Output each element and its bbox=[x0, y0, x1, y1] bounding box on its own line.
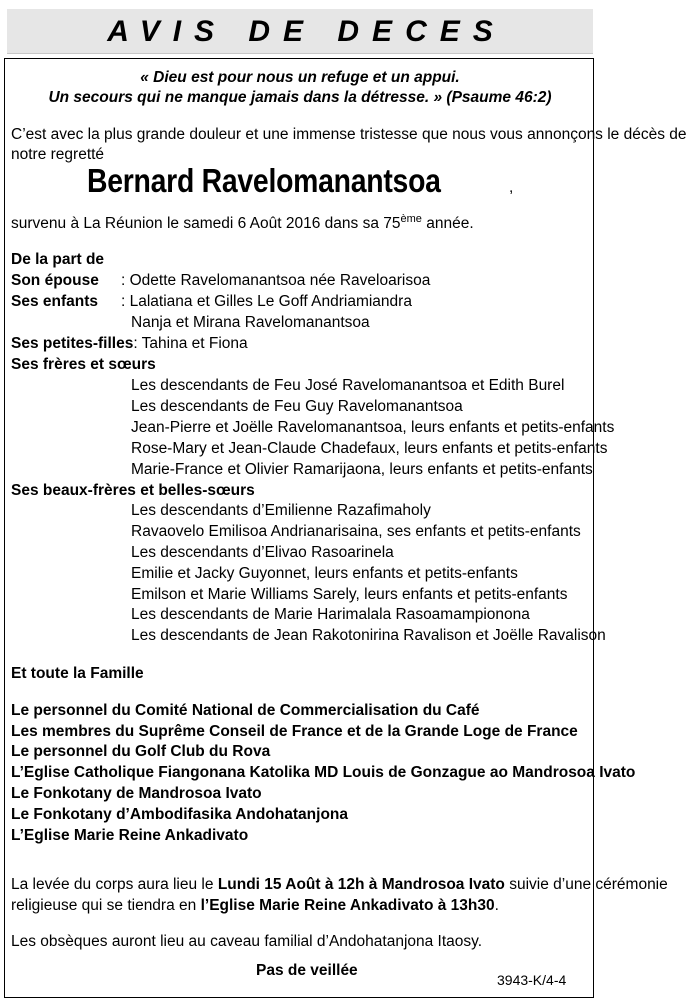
inlaw-entry: Emilie et Jacky Guyonnet, leurs enfants et petits-enfants bbox=[131, 565, 518, 582]
deceased-name: Bernard Ravelomanantsoa bbox=[87, 162, 441, 199]
funeral-line-1-a: La levée du corps aura lieu le bbox=[11, 876, 218, 893]
inlaw-entry: Les descendants d’Elivao Rasoarinela bbox=[131, 544, 394, 561]
organization-entry: Le Fonkotany de Mandrosoa Ivato bbox=[11, 785, 262, 802]
quote-line-2: Un secours qui ne manque jamais dans la détresse. » (Psaume 46:2) bbox=[48, 89, 552, 106]
reference-code: 3943-K/4-4 bbox=[497, 972, 567, 988]
inlaw-entry: Les descendants d’Emilienne Razafimaholy bbox=[131, 502, 431, 519]
deceased-name-row bbox=[87, 162, 498, 200]
sibling-entry: Rose-Mary et Jean-Claude Chadefaux, leurs enfants et petits-enfants bbox=[131, 440, 608, 457]
inlaw-entry: Emilson et Marie Williams Sarely, leurs enfants et petits-enfants bbox=[131, 586, 568, 603]
intro-line-1: C’est avec la plus grande douleur et une immense tristesse que nous vous annonçons le décès de bbox=[11, 126, 687, 143]
notice-header bbox=[7, 9, 593, 54]
funeral-line-2-c: . bbox=[494, 897, 499, 914]
organization-entry: Le Fonkotany d’Ambodifasika Andohatanjona bbox=[11, 806, 349, 823]
children-value-1: : Lalatiana et Gilles Le Goff Andriamiandra bbox=[121, 293, 412, 310]
intro-line-2: notre regretté bbox=[11, 146, 105, 163]
no-vigil: Pas de veillée bbox=[256, 962, 358, 979]
grandchildren-label: Ses petites-filles bbox=[11, 335, 134, 352]
from-label: De la part de bbox=[11, 251, 105, 268]
grandchildren-value: : Tahina et Fiona bbox=[133, 335, 248, 352]
quote-line-1: « Dieu est pour nous un refuge et un appui. bbox=[140, 69, 460, 86]
organization-entry: Le personnel du Comité National de Commercialisation du Café bbox=[11, 702, 480, 719]
sibling-entry: Les descendants de Feu José Ravelomanantsoa et Edith Burel bbox=[131, 377, 565, 394]
deceased-name-comma: , bbox=[509, 179, 514, 196]
funeral-line-2 bbox=[11, 896, 499, 916]
death-text: survenu à La Réunion le samedi 6 Août 2016 dans sa 75 bbox=[11, 215, 401, 232]
death-statement bbox=[11, 214, 474, 234]
inlaw-entry: Les descendants de Jean Rakotonirina Ravalison et Joëlle Ravalison bbox=[131, 627, 606, 644]
siblings-label: Ses frères et sœurs bbox=[11, 356, 156, 373]
notice-title: AVIS DE DECES bbox=[107, 15, 506, 48]
funeral-line-1-c: suivie d’une cérémonie bbox=[504, 876, 668, 893]
grandchildren-row bbox=[11, 334, 248, 354]
inlaws-label: Ses beaux-frères et belles-sœurs bbox=[11, 482, 255, 499]
sibling-entry: Jean-Pierre et Joëlle Ravelomanantsoa, leurs enfants et petits-enfants bbox=[131, 419, 615, 436]
whole-family: Et toute la Famille bbox=[11, 665, 144, 682]
organization-entry: Les membres du Suprême Conseil de France et de la Grande Loge de France bbox=[11, 723, 578, 740]
death-superscript: ème bbox=[400, 213, 422, 225]
funeral-line-2-b: l’Eglise Marie Reine Ankadivato à 13h30 bbox=[200, 897, 495, 914]
organization-entry: Le personnel du Golf Club du Rova bbox=[11, 743, 271, 760]
sibling-entry: Marie-France et Olivier Ramarijaona, leurs enfants et petits-enfants bbox=[131, 461, 593, 478]
inlaw-entry: Les descendants de Marie Harimalala Rasoamampionona bbox=[131, 606, 530, 623]
death-after: année. bbox=[421, 215, 474, 232]
spouse-label: Son épouse bbox=[11, 272, 99, 289]
sibling-entry: Les descendants de Feu Guy Ravelomanantsoa bbox=[131, 398, 463, 415]
burial-line: Les obsèques auront lieu au caveau familial d’Andohatanjona Itaosy. bbox=[11, 933, 483, 950]
organization-entry: L’Eglise Catholique Fiangonana Katolika MD Louis de Gonzague ao Mandrosoa Ivato bbox=[11, 764, 636, 781]
organization-entry: L’Eglise Marie Reine Ankadivato bbox=[11, 827, 249, 844]
children-value-2: Nanja et Mirana Ravelomanantsoa bbox=[131, 314, 370, 331]
funeral-line-1 bbox=[11, 875, 668, 895]
spouse-value: : Odette Ravelomanantsoa née Raveloarisoa bbox=[121, 272, 431, 289]
inlaw-entry: Ravaovelo Emilisoa Andrianarisaina, ses enfants et petits-enfants bbox=[131, 523, 581, 540]
funeral-line-1-b: Lundi 15 Août à 12h à Mandrosoa Ivato bbox=[217, 876, 505, 893]
children-label: Ses enfants bbox=[11, 293, 99, 310]
funeral-line-2-a: religieuse qui se tiendra en bbox=[11, 897, 201, 914]
